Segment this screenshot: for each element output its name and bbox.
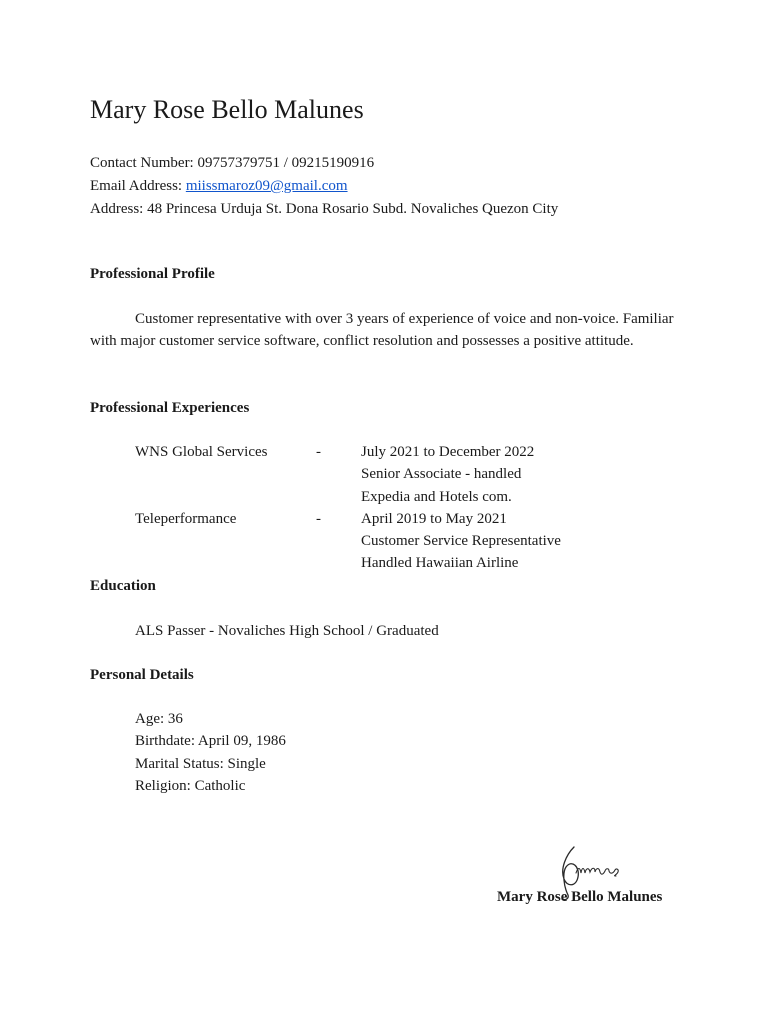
address-value: 48 Princesa Urduja St. Dona Rosario Subd. Novaliches Quezon City: [147, 201, 559, 217]
personal-heading: Personal Details: [90, 667, 194, 683]
contact-number-value: 09757379751 / 09215190916: [197, 155, 375, 171]
experience-heading: Professional Experiences: [90, 400, 250, 416]
personal-age: Age: 36: [135, 711, 183, 727]
experience-company: WNS Global Services: [135, 444, 268, 460]
address-label: Address:: [90, 201, 144, 217]
personal-marital-status: Marital Status: Single: [135, 756, 266, 772]
experience-detail: Handled Hawaiian Airline: [361, 555, 519, 571]
experience-dash: -: [316, 444, 321, 460]
education-text: ALS Passer - Novaliches High School / Graduated: [135, 623, 439, 639]
experience-detail: Senior Associate - handled: [361, 466, 522, 482]
experience-dash: -: [316, 511, 321, 527]
address-line: [90, 198, 558, 220]
personal-religion: Religion: Catholic: [135, 778, 246, 794]
experience-company: Teleperformance: [135, 511, 237, 527]
experience-detail: April 2019 to May 2021: [361, 511, 507, 527]
email-label: Email Address:: [90, 178, 183, 194]
profile-text: Customer representative with over 3 years of experience of voice and non-voice. Familiar with major customer service software, conflict resolution and possesses a positive attitude.: [90, 311, 674, 350]
experience-detail: July 2021 to December 2022: [361, 444, 535, 460]
email-link[interactable]: miissmaroz09@gmail.com: [185, 178, 348, 194]
experience-detail: Expedia and Hotels com.: [361, 489, 512, 505]
contact-number-line: [90, 152, 374, 174]
signature-name: Mary Rose Bello Malunes: [497, 889, 663, 905]
email-line: [90, 175, 348, 197]
personal-birthdate: Birthdate: April 09, 1986: [135, 733, 286, 749]
profile-heading: Professional Profile: [90, 266, 215, 282]
education-heading: Education: [90, 578, 156, 594]
contact-number-label: Contact Number:: [90, 155, 194, 171]
experience-detail: Customer Service Representative: [361, 533, 561, 549]
applicant-name: Mary Rose Bello Malunes: [90, 95, 364, 124]
